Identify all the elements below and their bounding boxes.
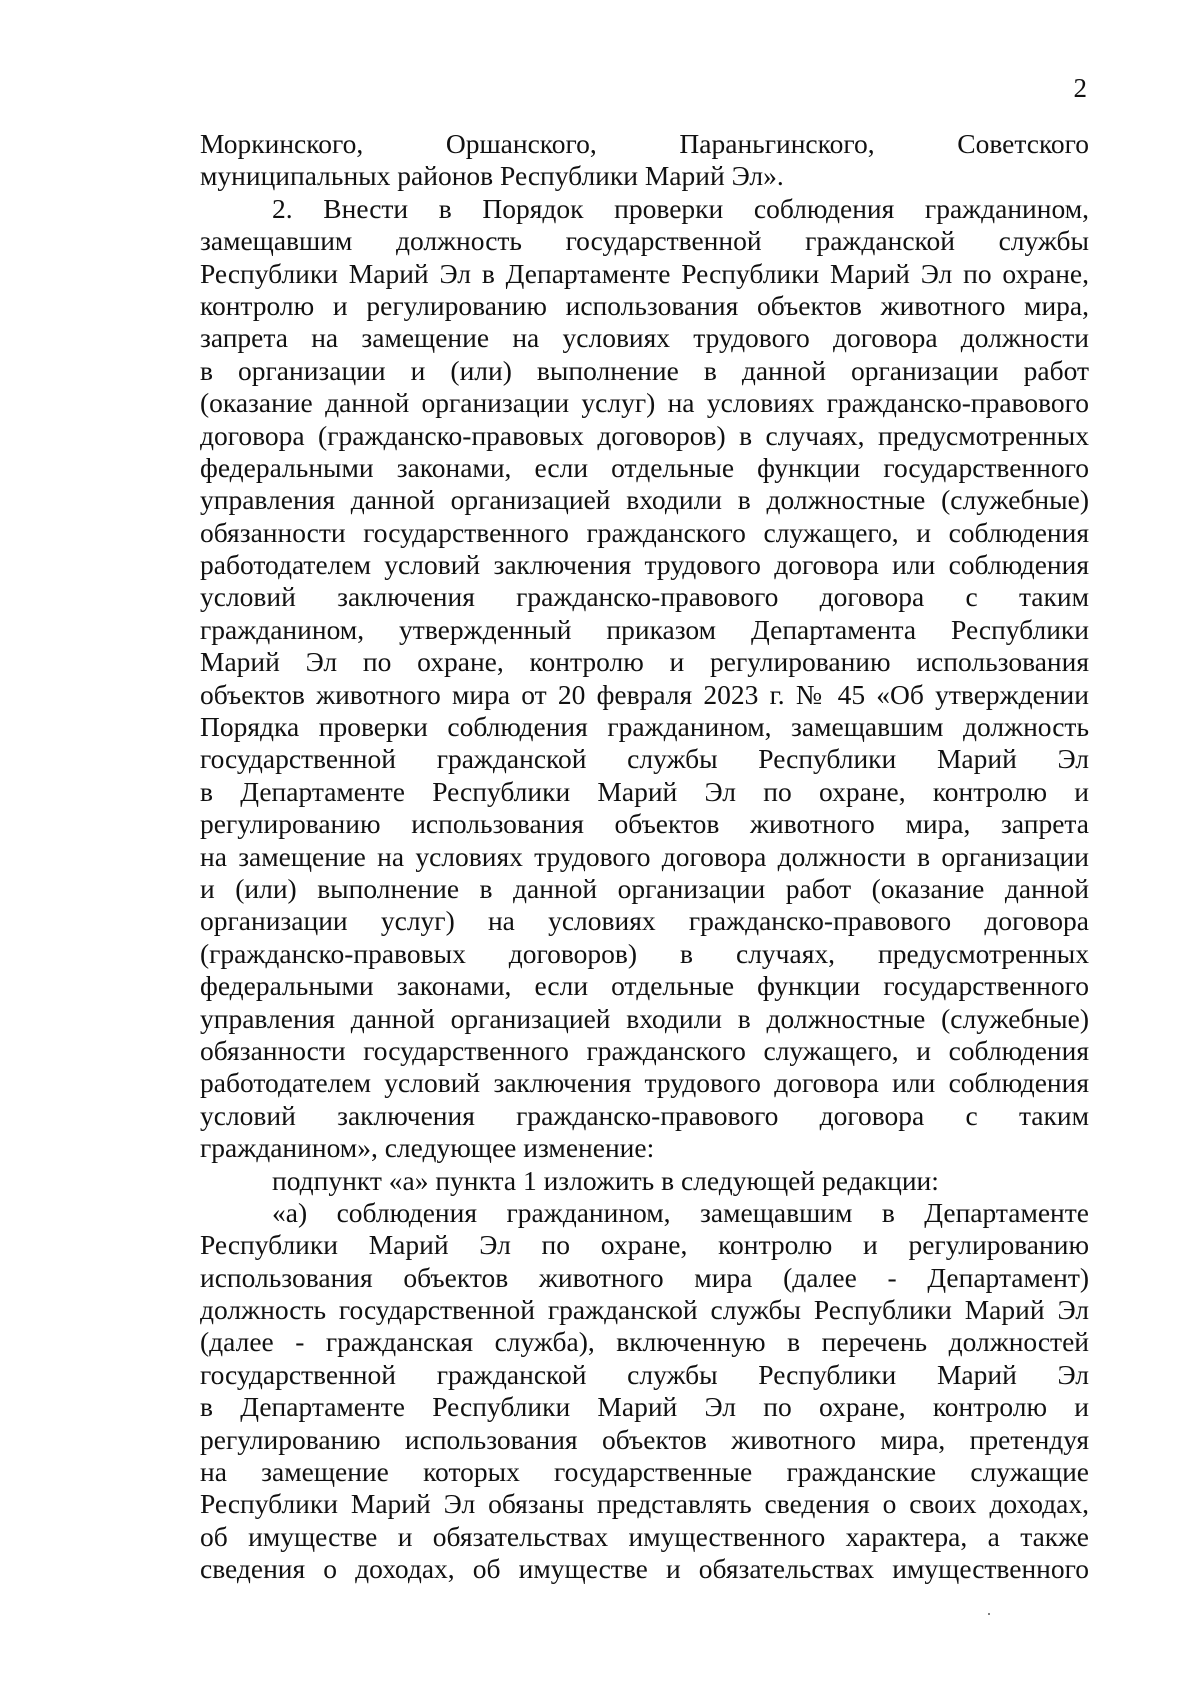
text-line: Порядка проверки соблюдения гражданином, замещавшим должность: [200, 711, 1089, 743]
text-line: в организации и (или) выполнение в данной организации работ: [200, 354, 1089, 386]
text-line: на замещение которых государственные гражданские служащие: [200, 1456, 1089, 1488]
text-line: сведения о доходах, об имуществе и обязательствах имущественного: [200, 1553, 1089, 1585]
document-body: [200, 128, 1089, 1586]
text-line: гражданином, утвержденный приказом Департамента Республики: [200, 613, 1089, 645]
text-line: контролю и регулированию использования объектов животного мира,: [200, 289, 1089, 321]
text-line: замещавшим должность государственной гражданской службы: [200, 225, 1089, 257]
text-line: об имуществе и обязательствах имущественного характера, а также: [200, 1520, 1089, 1552]
text-line: государственной гражданской службы Республики Марий Эл: [200, 1358, 1089, 1390]
text-line: регулированию использования объектов животного мира, запрета: [200, 808, 1089, 840]
text-line: в Департаменте Республики Марий Эл по охране, контролю и: [200, 1391, 1089, 1423]
text-line: «а) соблюдения гражданином, замещавшим в Департаменте: [272, 1196, 1089, 1228]
text-line: (оказание данной организации услуг) на условиях гражданско-правового: [200, 387, 1089, 419]
text-line: обязанности государственного гражданского служащего, и соблюдения: [200, 516, 1089, 548]
text-line: объектов животного мира от 20 февраля 2023 г. № 45 «Об утверждении: [200, 678, 1089, 710]
text-line: государственной гражданской службы Республики Марий Эл: [200, 743, 1089, 775]
text-line: запрета на замещение на условиях трудового договора должности: [200, 322, 1089, 354]
text-line: управления данной организацией входили в должностные (служебные): [200, 484, 1089, 516]
text-line: 2. Внести в Порядок проверки соблюдения гражданином,: [272, 192, 1089, 224]
text-line: регулированию использования объектов животного мира, претендуя: [200, 1423, 1089, 1455]
text-line: Моркинского, Оршанского, Параньгинского, Советского: [200, 128, 1089, 159]
text-line: организации услуг) на условиях гражданско-правового договора: [200, 905, 1089, 937]
page-number: 2: [1073, 73, 1087, 103]
text-line: подпункт «а» пункта 1 изложить в следующей редакции:: [272, 1164, 939, 1196]
text-line: федеральными законами, если отдельные функции государственного: [200, 451, 1089, 483]
text-line: гражданином», следующее изменение:: [200, 1132, 655, 1164]
text-line: договора (гражданско-правовых договоров) в случаях, предусмотренных: [200, 419, 1089, 451]
text-line: Марий Эл по охране, контролю и регулированию использования: [200, 646, 1089, 678]
text-line: использования объектов животного мира (далее - Департамент): [200, 1261, 1089, 1293]
text-line: Республики Марий Эл обязаны представлять сведения о своих доходах,: [200, 1488, 1089, 1520]
text-line: муниципальных районов Республики Марий Эл».: [200, 160, 784, 192]
text-line: должность государственной гражданской службы Республики Марий Эл: [200, 1294, 1089, 1326]
text-line: в Департаменте Республики Марий Эл по охране, контролю и: [200, 775, 1089, 807]
text-line: условий заключения гражданско-правового договора с таким: [200, 581, 1089, 613]
text-line: управления данной организацией входили в должностные (служебные): [200, 1002, 1089, 1034]
text-line: на замещение на условиях трудового договора должности в организации: [200, 840, 1089, 872]
text-line: (гражданско-правовых договоров) в случаях, предусмотренных: [200, 937, 1089, 969]
text-line: условий заключения гражданско-правового договора с таким: [200, 1099, 1089, 1131]
scan-speck: [988, 1613, 990, 1615]
text-line: и (или) выполнение в данной организации работ (оказание данной: [200, 872, 1089, 904]
text-line: работодателем условий заключения трудового договора или соблюдения: [200, 1067, 1089, 1099]
text-line: работодателем условий заключения трудового договора или соблюдения: [200, 549, 1089, 581]
text-line: Республики Марий Эл в Департаменте Республики Марий Эл по охране,: [200, 257, 1089, 289]
text-line: (далее - гражданская служба), включенную в перечень должностей: [200, 1326, 1089, 1358]
text-line: обязанности государственного гражданского служащего, и соблюдения: [200, 1034, 1089, 1066]
text-line: Республики Марий Эл по охране, контролю и регулированию: [200, 1229, 1089, 1261]
text-line: федеральными законами, если отдельные функции государственного: [200, 970, 1089, 1002]
